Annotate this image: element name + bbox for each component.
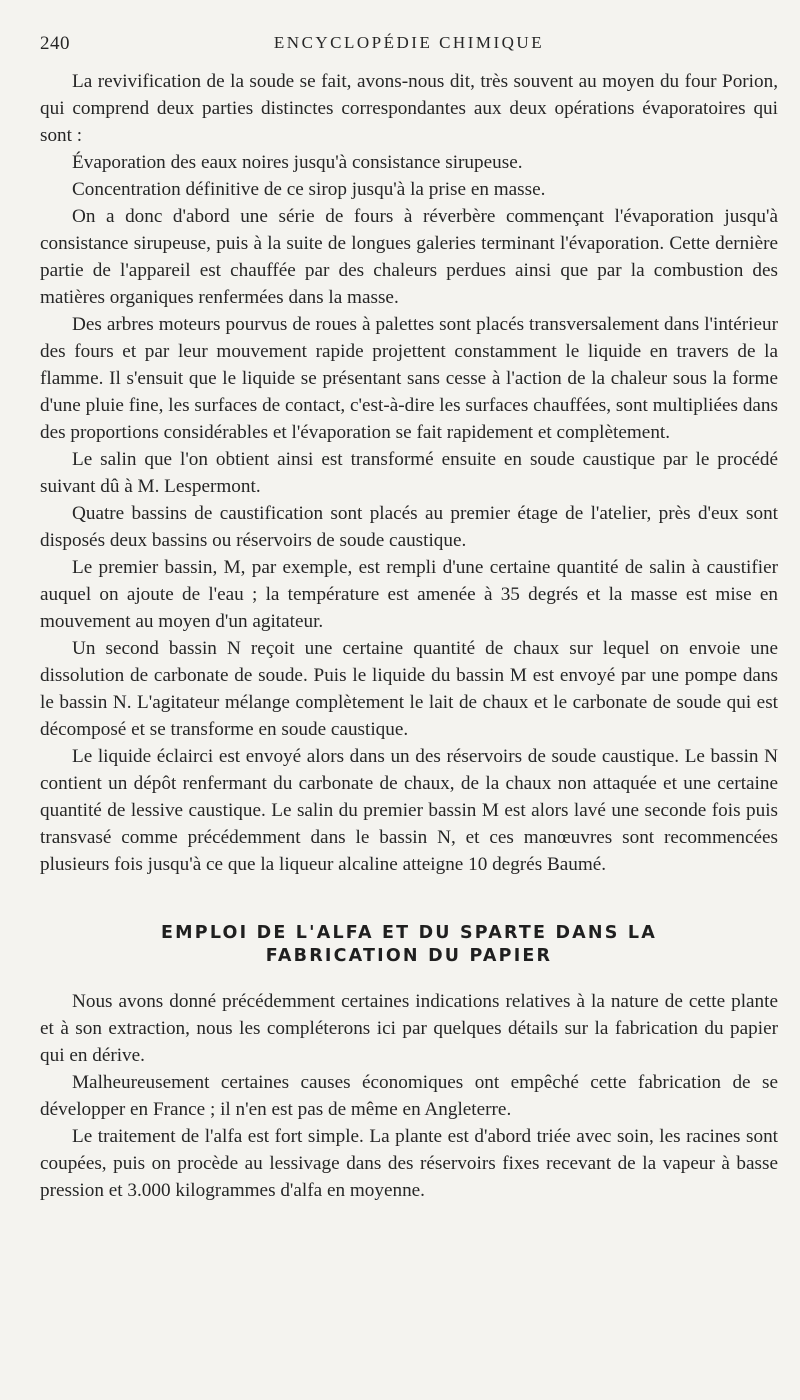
paragraph: Le traitement de l'alfa est fort simple. La plante est d'abord triée avec soin, les racines sont coupées, puis on procède au lessivage dans des réservoirs fixes recevant de la vapeur à basse pression et 3.000 kilogrammes d'alfa en moyenne. xyxy=(40,1126,778,1201)
section-heading xyxy=(40,922,778,968)
paragraph: Nous avons donné précédemment certaines indications relatives à la nature de cette plante et à son extraction, nous les compléterons ici par quelques détails sur la fabrication du papier qui en dérive. xyxy=(40,991,778,1066)
page-body xyxy=(40,68,778,1204)
section-heading-line: EMPLOI DE L'ALFA ET DU SPARTE DANS LA xyxy=(161,923,657,943)
page-number: 240 xyxy=(40,33,70,54)
paragraph: Évaporation des eaux noires jusqu'à consistance sirupeuse. xyxy=(72,152,523,173)
paragraph: Le premier bassin, M, par exemple, est rempli d'une certaine quantité de salin à caustifier auquel on ajoute de l'eau ; la température est amenée à 35 degrés et la masse est mise en mouvement au moyen d'un agitateur. xyxy=(40,557,778,632)
page-header xyxy=(40,28,778,58)
paragraph: Malheureusement certaines causes économiques ont empêché cette fabrication de se développer en France ; il n'en est pas de même en Angleterre. xyxy=(40,1072,778,1120)
paragraph: Concentration définitive de ce sirop jusqu'à la prise en masse. xyxy=(72,179,546,200)
paragraph: La revivification de la soude se fait, avons-nous dit, très souvent au moyen du four Porion, qui comprend deux parties distinctes correspondantes aux deux opérations évaporatoires qui sont : xyxy=(40,71,778,146)
paragraph: Le salin que l'on obtient ainsi est transformé ensuite en soude caustique par le procédé suivant dû à M. Lespermont. xyxy=(40,449,778,497)
section-heading-line: FABRICATION DU PAPIER xyxy=(265,946,553,966)
paragraph: Le liquide éclairci est envoyé alors dans un des réservoirs de soude caustique. Le bassin N contient un dépôt renfermant du carbonate de chaux, de la chaux non attaquée et une certaine quantité de lessive caustique. Le salin du premier bassin M est alors lavé une seconde fois puis transvasé comme précédemment dans le bassin N, et ces manœuvres sont recommencées plusieurs fois jusqu'à ce que la liqueur alcaline atteigne 10 degrés Baumé. xyxy=(40,746,778,875)
paragraph: On a donc d'abord une série de fours à réverbère commençant l'évaporation jusqu'à consistance sirupeuse, puis à la suite de longues galeries terminant l'évaporation. Cette dernière partie de l'appareil est chauffée par des chaleurs perdues ainsi que par la combustion des matières organiques renfermées dans la masse. xyxy=(40,206,778,308)
paragraph: Des arbres moteurs pourvus de roues à palettes sont placés transversalement dans l'intérieur des fours et par leur mouvement rapide projettent constamment le liquide en travers de la flamme. Il s'ensuit que le liquide se présentant sans cesse à l'action de la chaleur sous la forme d'une pluie fine, les surfaces de contact, c'est-à-dire les surfaces chauffées, sont multipliées dans des proportions considérables et l'évaporation se fait rapidement et complètement. xyxy=(40,314,778,443)
paragraph: Quatre bassins de caustification sont placés au premier étage de l'atelier, près d'eux sont disposés deux bassins ou réservoirs de soude caustique. xyxy=(40,503,778,551)
paragraph: Un second bassin N reçoit une certaine quantité de chaux sur lequel on envoie une dissolution de carbonate de soude. Puis le liquide du bassin M est envoyé par une pompe dans le bassin N. L'agitateur mélange complètement le lait de chaux et le carbonate de soude qui est décomposé et se transforme en soude caustique. xyxy=(40,638,778,740)
running-title: ENCYCLOPÉDIE CHIMIQUE xyxy=(273,33,545,52)
